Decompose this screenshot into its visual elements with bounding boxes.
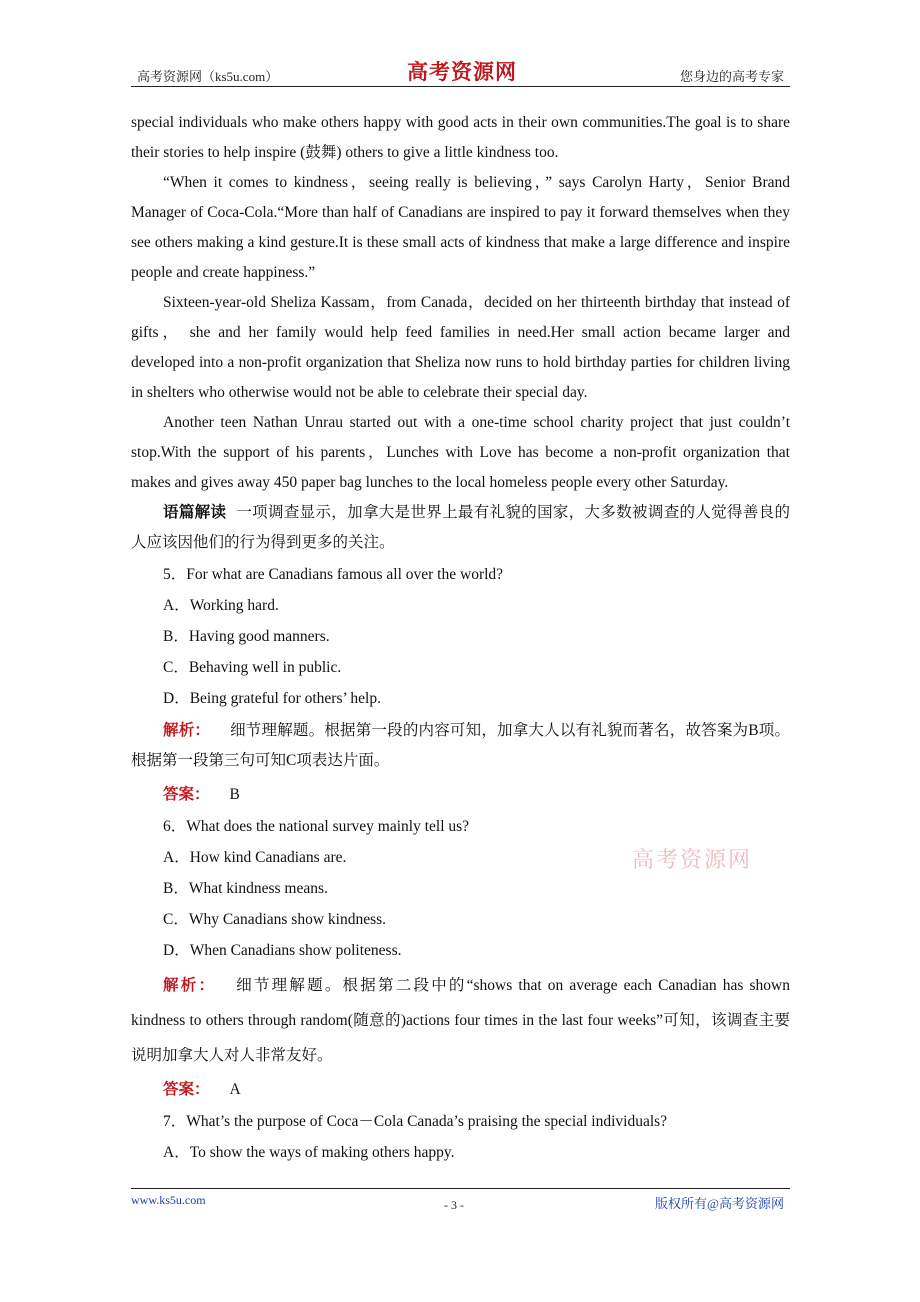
option: D．When Canadians show politeness. (163, 942, 402, 959)
option: C．Behaving well in public. (163, 659, 342, 676)
answer-label: 答案： (163, 1081, 210, 1098)
header-slogan: 您身边的高考专家 (679, 69, 784, 84)
paragraph: Another teen Nathan Unrau started out with a one-time school charity project that just couldn’t stop.With the support of his parents，Lunches with Love has become a non-profit organization that makes and gives away 450 paper bag lunches to the local homeless people every other Saturday. (131, 414, 790, 491)
answer-value: B (229, 786, 240, 803)
question-stem: 5．For what are Canadians famous all over the world? (163, 566, 504, 583)
answer-value: A (229, 1081, 241, 1098)
option: B．What kindness means. (163, 880, 328, 897)
option: A．To show the ways of making others happy. (163, 1144, 455, 1161)
option: C．Why Canadians show kindness. (163, 911, 387, 928)
analysis-text: 细节理解题。根据第一段的内容可知，加拿大人以有礼貌而著名，故答案为B项。根据第一段第三句可知C项表达片面。 (131, 722, 790, 769)
option: A．Working hard. (163, 597, 279, 614)
option: B．Having good manners. (163, 628, 330, 645)
analysis (131, 968, 790, 1073)
option: A．How kind Canadians are. (163, 849, 347, 866)
analysis-text: 细节理解题。根据第二段中的“shows that on average each Canadian has shown kindness to others through random(随意的)actions four times in the last four weeks”可知，该调查主要说明加拿大人对人非常友好。 (131, 977, 790, 1064)
paragraph: “When it comes to kindness，seeing really is believing，” says Carolyn Harty，Senior Brand Manager of Coca-Cola.“More than half of Canadians are inspired to pay it forward themselves when they see others making a kind gesture.It is these small acts of kindness that make a large difference and inspire people and create happiness.” (131, 174, 790, 281)
summary-label: 语篇解读 (163, 504, 227, 521)
summary-text: 一项调查显示，加拿大是世界上最有礼貌的国家，大多数被调查的人觉得善良的人应该因他们的行为得到更多的关注。 (131, 504, 790, 551)
page-number: - 3 - (444, 1198, 464, 1212)
analysis-label: 解析： (163, 977, 217, 994)
header-site-name: 高考资源网（ks5u.com） (137, 69, 279, 84)
paragraph: Sixteen-year-old Sheliza Kassam，from Canada，decided on her thirteenth birthday that instead of gifts， she and her family would help feed families in need.Her small action became larger and developed into a non-profit organization that Sheliza now runs to hold birthday parties for children living in shelters who otherwise would not be able to celebrate their special day. (131, 294, 790, 401)
page-footer (131, 1188, 790, 1211)
footer-site-link[interactable]: www.ks5u.com (131, 1193, 206, 1207)
footer-copyright: 版权所有@高考资源网 (655, 1196, 784, 1211)
summary (131, 498, 790, 558)
answer-label: 答案： (163, 786, 210, 803)
option: D．Being grateful for others’ help. (163, 690, 381, 707)
page-header (131, 56, 790, 87)
question-stem: 6．What does the national survey mainly tell us? (163, 818, 470, 835)
document-body (131, 108, 790, 1168)
question-stem: 7．What’s the purpose of Coca－Cola Canada’s praising the special individuals? (163, 1113, 668, 1130)
paragraph: special individuals who make others happy with good acts in their own communities.The goal is to share their stories to help inspire (鼓舞) others to give a little kindness too. (131, 114, 790, 161)
analysis-label: 解析： (163, 722, 211, 739)
watermark-stamp: 高考资源网 (632, 848, 753, 873)
answer (163, 780, 790, 810)
header-logo: 高考资源网 (407, 60, 517, 84)
analysis (131, 716, 790, 776)
answer (163, 1075, 790, 1105)
